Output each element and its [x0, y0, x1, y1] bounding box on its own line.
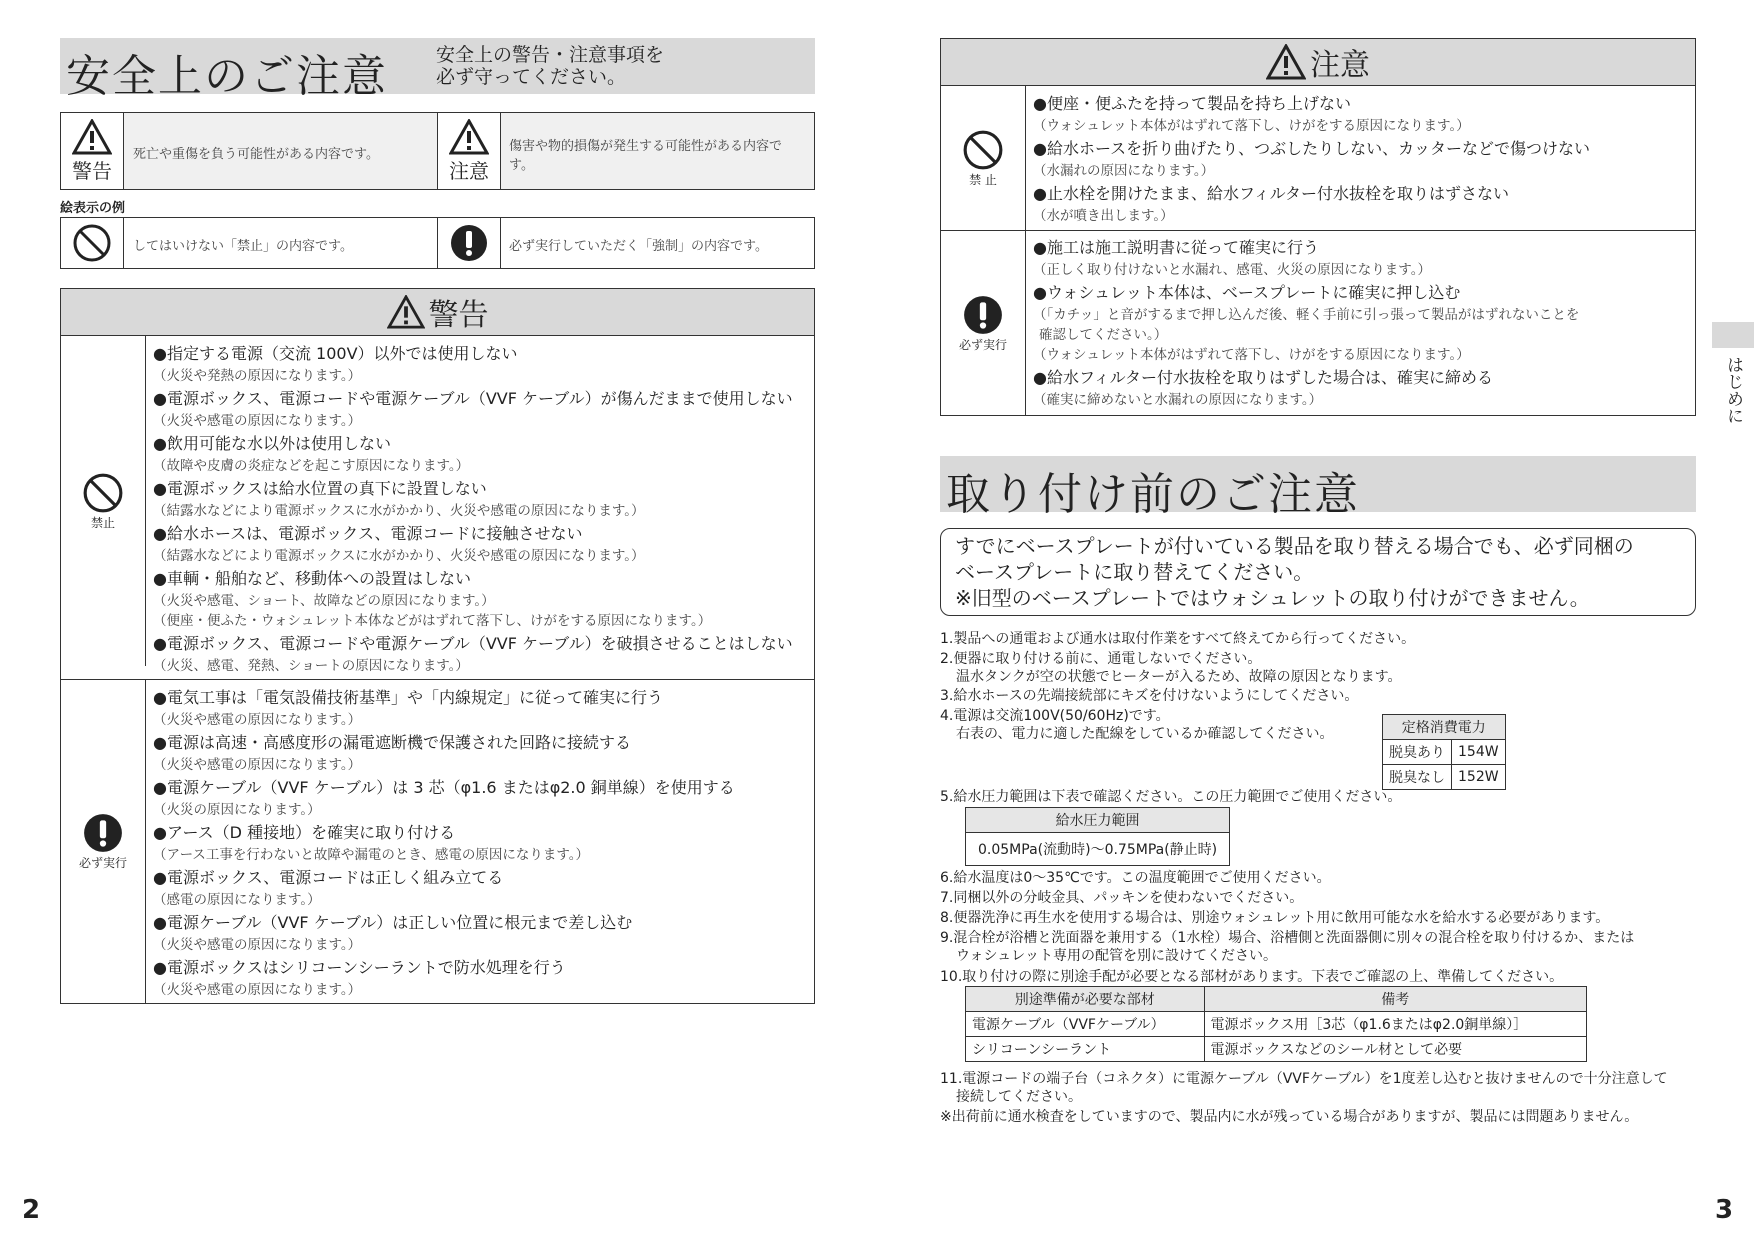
- list-item: [1033, 91, 1688, 134]
- item-note: （アース工事を行わないと故障や漏電のとき、感電の原因になります。）: [153, 847, 590, 863]
- table-header: 給水圧力範囲: [966, 808, 1230, 833]
- caution-box: [940, 38, 1696, 416]
- page-subtitle: [436, 44, 664, 88]
- side-tab-label: はじめに: [1723, 356, 1743, 424]
- list-item: [153, 566, 808, 629]
- list-item-8: 8.便器洗浄に再生水を使用する場合は、別途ウォシュレット用に飲用可能な水を給水する必要があります。: [940, 910, 1610, 926]
- warning-box: [60, 288, 815, 1004]
- item-note: （正しく取り付けないと水漏れ、感電、火災の原因になります。）: [1033, 262, 1431, 278]
- list-item-7: 7.同梱以外の分岐金具、パッキンを使わないでください。: [940, 890, 1304, 906]
- item-main: ●電源ボックスはシリコーンシーラントで防水処理を行う: [153, 958, 566, 977]
- table-cell: 電源ボックス用［3芯（φ1.6またはφ2.0銅単線）］: [1204, 1012, 1586, 1037]
- warning-triangle-icon: [72, 119, 112, 155]
- item-note: （火災や感電の原因になります。）: [153, 937, 362, 953]
- prohibit-icon: [82, 472, 124, 514]
- table-header: 定格消費電力: [1383, 715, 1506, 740]
- item-main: ●電源ケーブル（VVF ケーブル）は 3 芯（φ1.6 またはφ2.0 銅単線）を使用する: [153, 778, 735, 797]
- table-row: [966, 1037, 1587, 1062]
- list-line: 温水タンクが空の状態でヒーターが入るため、故障の原因となります。: [956, 669, 1402, 685]
- table-cell: 脱臭なし: [1383, 765, 1452, 790]
- footnote: ※出荷前に通水検査をしていますので、製品内に水が残っている場合がありますが、製品には問題ありません。: [940, 1109, 1639, 1125]
- prohibit-icon: [72, 223, 112, 263]
- item-note: （火災や感電の原因になります。）: [153, 757, 362, 773]
- list-line: 右表の、電力に適した配線をしているか確認してください。: [956, 726, 1334, 742]
- examples-heading: 絵表示の例: [60, 201, 126, 216]
- item-main: ●電源ケーブル（VVF ケーブル）は正しい位置に根元まで差し込む: [153, 913, 633, 932]
- item-main: ●電源は高速・高感度形の漏電遮断機で保護された回路に接続する: [153, 733, 631, 752]
- item-main: ●ウォシュレット本体は、ベースプレートに確実に押し込む: [1033, 283, 1461, 302]
- list-line: 接続してください。: [956, 1089, 1082, 1105]
- warning-label: 警告: [72, 158, 112, 183]
- notice-line: ベースプレートに取り替えてください。: [955, 560, 1314, 584]
- mandatory-label: 必ず実行: [78, 856, 127, 870]
- pictogram-examples: [60, 217, 815, 269]
- signal-word-legend: [60, 112, 815, 190]
- list-item: [1033, 136, 1688, 179]
- page-number-left: 2: [22, 1195, 41, 1225]
- mandatory-section-icon: [61, 680, 146, 1003]
- caution-triangle-icon: [1266, 44, 1306, 80]
- section-divider: [61, 679, 814, 680]
- prohibit-example: [61, 218, 124, 268]
- item-note: （火災や感電の原因になります。）: [153, 712, 362, 728]
- side-tab: [1712, 322, 1754, 348]
- caution-description: 傷害や物的損傷が発生する可能性がある内容です。: [509, 139, 783, 173]
- prohibit-section-icon: [941, 86, 1026, 230]
- item-main: ●指定する電源（交流 100V）以外では使用しない: [153, 344, 518, 363]
- item-main: ●止水栓を開けたまま、給水フィルター付水抜栓を取りはずさない: [1033, 184, 1510, 203]
- list-item: [1033, 280, 1688, 363]
- item-main: ●電源ボックスは給水位置の真下に設置しない: [153, 479, 487, 498]
- item-note: （火災、感電、発熱、ショートの原因になります。）: [153, 658, 469, 674]
- page-number-right: 3: [1715, 1195, 1734, 1225]
- caution-label: 注意: [449, 158, 489, 183]
- item-note: （便座・便ふた・ウォシュレット本体などがはずれて落下し、けがをする原因になります。）: [153, 613, 712, 629]
- item-note: （火災や感電の原因になります。）: [153, 982, 362, 998]
- table-cell: 152W: [1452, 765, 1506, 790]
- prohibit-section-icon: [61, 336, 146, 666]
- item-main: ●電源ボックス、電源コードや電源ケーブル（VVF ケーブル）を破損させることはしない: [153, 634, 793, 653]
- warning-box-header: [61, 289, 814, 336]
- mandatory-icon: [962, 294, 1004, 336]
- item-main: ●給水ホースを折り曲げたり、つぶしたりしない、カッターなどで傷つけない: [1033, 139, 1591, 158]
- item-note: （水漏れの原因になります。）: [1033, 163, 1215, 179]
- list-line: 2.便器に取り付ける前に、通電しないでください。: [940, 651, 1262, 667]
- item-main: ●給水ホースは、電源ボックス、電源コードに接触させない: [153, 524, 583, 543]
- caution-signal: [437, 113, 501, 189]
- list-item: [153, 341, 808, 384]
- notice-line: ※旧型のベースプレートではウォシュレットの取り付けができません。: [955, 586, 1590, 610]
- list-item: [153, 820, 808, 863]
- table-row: [966, 833, 1230, 866]
- table-cell: 0.05MPa(流動時)～0.75MPa(静止時): [966, 833, 1230, 866]
- mandatory-example-text: 必ず実行していただく「強制」の内容です。: [509, 239, 768, 254]
- list-item: [1033, 235, 1688, 278]
- caution-prohibit-items: [1033, 91, 1688, 226]
- list-item: [153, 865, 808, 908]
- parts-table: [965, 986, 1587, 1062]
- list-item: [153, 955, 808, 998]
- warning-description: 死亡や重傷を負う可能性がある内容です。: [133, 147, 379, 162]
- list-item: [153, 730, 808, 773]
- caution-box-header: [941, 39, 1695, 86]
- item-note: （水が噴き出します。）: [1033, 208, 1174, 224]
- item-main: ●電源ボックス、電源コードは正しく組み立てる: [153, 868, 504, 887]
- table-row: [1383, 740, 1506, 765]
- item-note: （火災の原因になります。）: [153, 802, 321, 818]
- item-note: （ウォシュレット本体がはずれて落下し、けがをする原因になります。）: [1033, 118, 1470, 134]
- warning-triangle-icon: [387, 295, 425, 329]
- item-note: 確認してください。）: [1039, 327, 1168, 343]
- warning-signal: [61, 113, 124, 189]
- list-item-3: 3.給水ホースの先端接続部にキズを付けないようにしてください。: [940, 688, 1359, 704]
- list-item: [153, 431, 808, 474]
- mandatory-section-icon: [941, 231, 1026, 415]
- item-note: （確実に締めないと水漏れの原因になります。）: [1033, 392, 1323, 408]
- item-main: ●給水フィルター付水抜栓を取りはずした場合は、確実に締める: [1033, 368, 1494, 387]
- item-main: ●飲用可能な水以外は使用しない: [153, 434, 391, 453]
- item-note: （「カチッ」と音がするまで押し込んだ後、軽く手前に引っ張って製品がはずれないことを: [1033, 307, 1580, 323]
- table-cell: シリコーンシーラント: [966, 1037, 1205, 1062]
- list-line: ウォシュレット専用の配管を別に設けてください。: [956, 948, 1278, 964]
- item-main: ●電源ボックス、電源コードや電源ケーブル（VVF ケーブル）が傷んだままで使用しない: [153, 389, 793, 408]
- item-note: （ウォシュレット本体がはずれて落下し、けがをする原因になります。）: [1033, 347, 1470, 363]
- list-item: [1033, 365, 1688, 408]
- table-cell: 脱臭あり: [1383, 740, 1452, 765]
- notice-box: [940, 528, 1696, 616]
- caution-mandatory-items: [1033, 235, 1688, 410]
- list-item-10: 10.取り付けの際に別途手配が必要となる部材があります。下表でご確認の上、準備してください。: [940, 969, 1564, 985]
- list-line: 9.混合栓が浴槽と洗面器を兼用する（1水栓）場合、浴槽側と洗面器側に別々の混合栓を取り付けるか、または: [940, 930, 1635, 946]
- item-note: （火災や発熱の原因になります。）: [153, 368, 362, 384]
- item-note: （感電の原因になります。）: [153, 892, 321, 908]
- item-note: （結露水などにより電源ボックスに水がかかり、火災や感電の原因になります。）: [153, 548, 645, 564]
- list-item-1: 1.製品への通電および通水は取付作業をすべて終えてから行ってください。: [940, 631, 1416, 647]
- table-cell: 154W: [1452, 740, 1506, 765]
- list-line: 4.電源は交流100V(50/60Hz)です。: [940, 708, 1170, 724]
- subtitle-line: 必ず守ってください。: [436, 66, 627, 88]
- list-item-2: [940, 650, 1401, 686]
- list-item-9: [940, 929, 1634, 965]
- list-item: [153, 910, 808, 953]
- item-note: （火災や感電、ショート、故障などの原因になります。）: [153, 593, 495, 609]
- table-row: [1383, 765, 1506, 790]
- list-item: [1033, 181, 1688, 224]
- section-title: 取り付け前のご注意: [946, 469, 1360, 520]
- power-table: [1382, 714, 1506, 790]
- list-item: [153, 775, 808, 818]
- caution-box-title: 注意: [1310, 48, 1370, 83]
- item-note: （結露水などにより電源ボックスに水がかかり、火災や感電の原因になります。）: [153, 503, 645, 519]
- mandatory-icon: [449, 223, 489, 263]
- page-title: 安全上のご注意: [66, 51, 388, 102]
- list-item: [153, 685, 808, 728]
- mandatory-items: [153, 685, 808, 1000]
- table-row: [966, 1012, 1587, 1037]
- item-note: （火災や感電の原因になります。）: [153, 413, 362, 429]
- notice-line: すでにベースプレートが付いている製品を取り替える場合でも、必ず同梱の: [955, 534, 1634, 558]
- item-main: ●アース（D 種接地）を確実に取り付ける: [153, 823, 456, 842]
- item-main: ●車輌・船舶など、移動体への設置はしない: [153, 569, 471, 588]
- item-main: ●便座・便ふたを持って製品を持ち上げない: [1033, 94, 1351, 113]
- section-divider: [941, 230, 1695, 231]
- item-main: ●施工は施工説明書に従って確実に行う: [1033, 238, 1319, 257]
- prohibit-icon: [962, 129, 1004, 171]
- table-header: 備考: [1204, 987, 1586, 1012]
- list-item: [153, 631, 808, 674]
- list-item: [153, 521, 808, 564]
- list-item-5: 5.給水圧力範囲は下表で確認ください。この圧力範囲でご使用ください。: [940, 789, 1402, 805]
- warning-box-title: 警告: [428, 298, 489, 333]
- table-header: 別途準備が必要な部材: [966, 987, 1205, 1012]
- item-note: （故障や皮膚の炎症などを起こす原因になります。）: [153, 458, 470, 474]
- subtitle-line: 安全上の警告・注意事項を: [436, 44, 665, 66]
- list-item-6: 6.給水温度は0～35℃です。この温度範囲でご使用ください。: [940, 870, 1331, 886]
- pressure-table: [965, 807, 1230, 866]
- prohibit-label: 禁 止: [969, 172, 997, 187]
- prohibit-items: [153, 341, 808, 676]
- mandatory-label: 必ず実行: [958, 337, 1007, 352]
- list-item-4: [940, 707, 1333, 743]
- prohibit-label: 禁止: [90, 515, 115, 530]
- table-cell: 電源ボックスなどのシール材として必要: [1204, 1037, 1586, 1062]
- list-line: 11.電源コードの端子台（コネクタ）に電源ケーブル（VVFケーブル）を1度差し込むと抜けませんので十分注意して: [940, 1071, 1668, 1087]
- caution-triangle-icon: [449, 119, 489, 155]
- prohibit-example-text: してはいけない「禁止」の内容です。: [133, 239, 353, 254]
- mandatory-example: [437, 218, 501, 268]
- item-main: ●電気工事は「電気設備技術基準」や「内線規定」に従って確実に行う: [153, 688, 663, 707]
- mandatory-icon: [82, 812, 124, 854]
- table-cell: 電源ケーブル（VVFケーブル）: [966, 1012, 1205, 1037]
- list-item: [153, 476, 808, 519]
- list-item-11: [940, 1070, 1668, 1106]
- list-item: [153, 386, 808, 429]
